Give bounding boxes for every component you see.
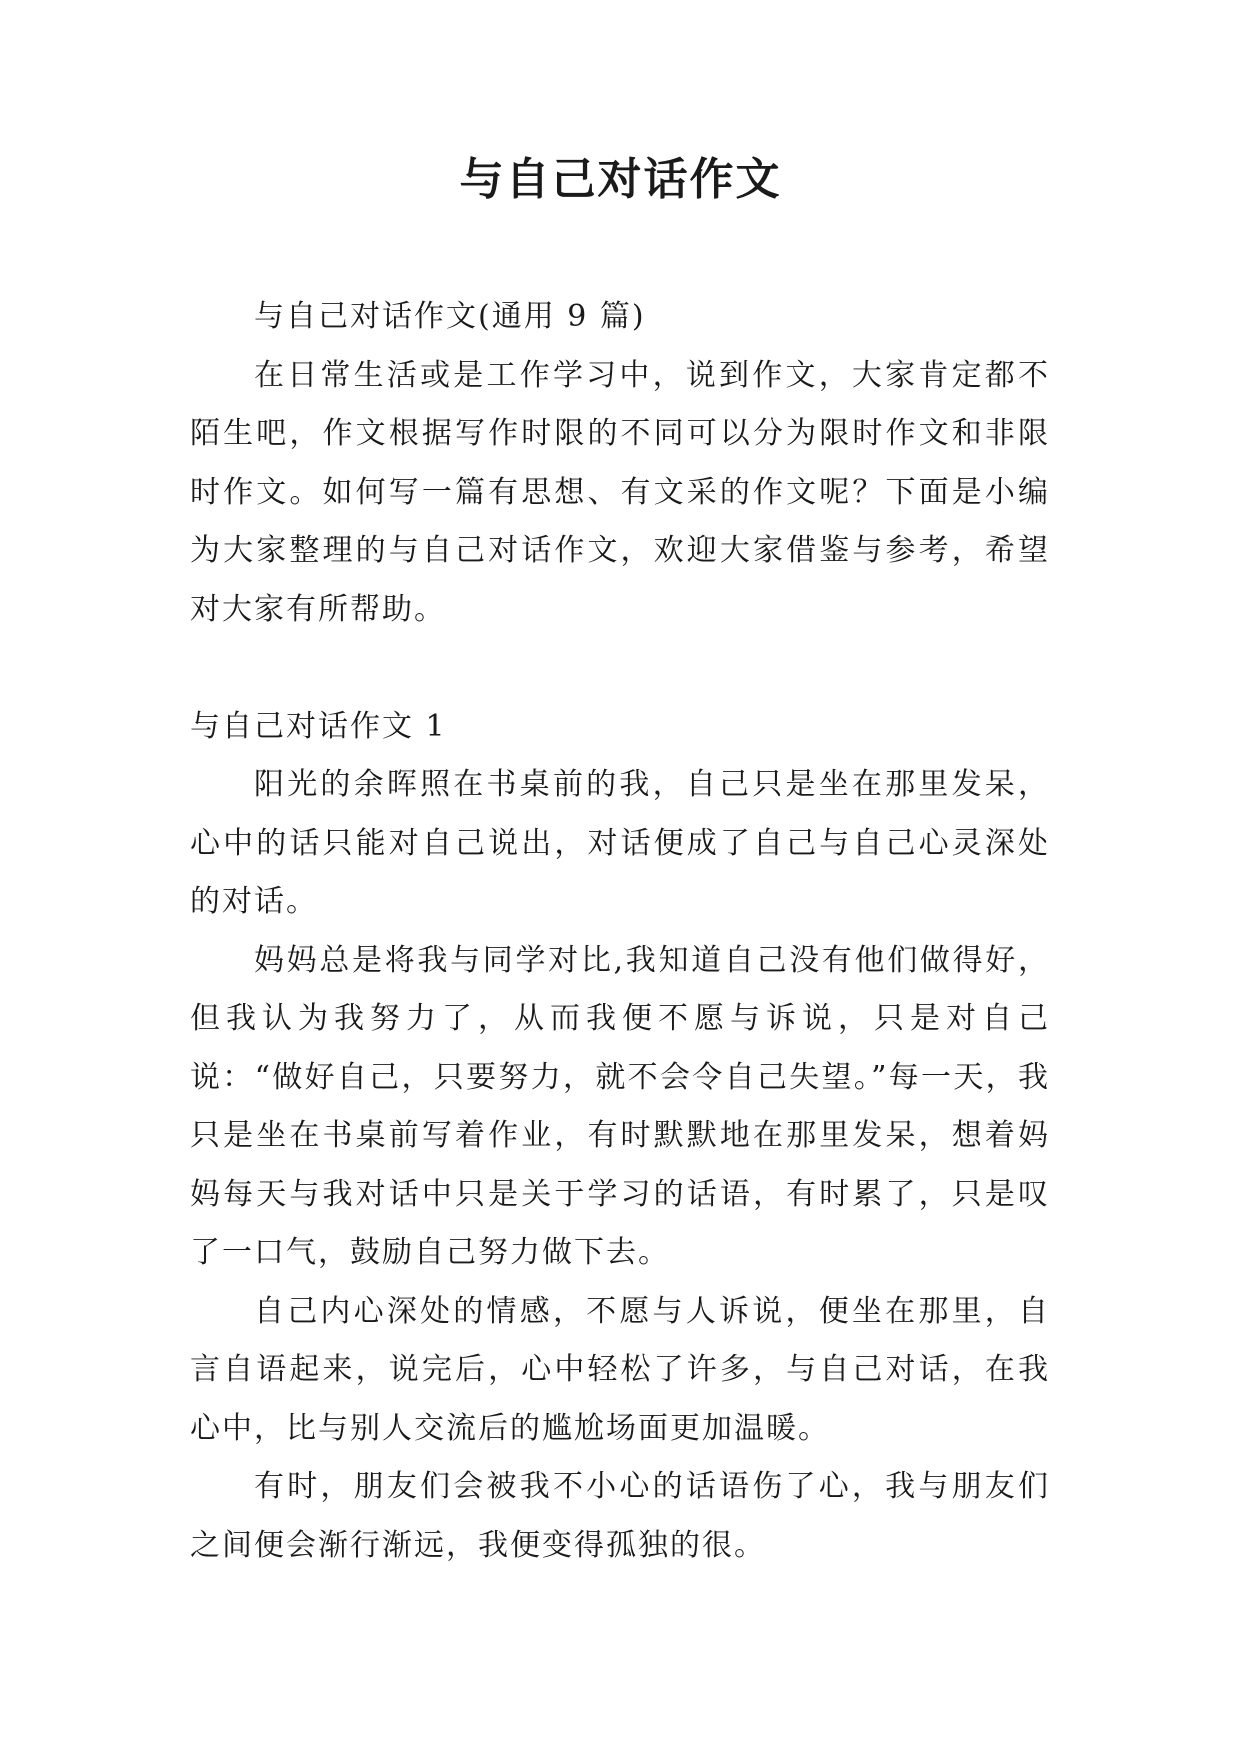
body-paragraph: 妈妈总是将我与同学对比,我知道自己没有他们做得好，但我认为我努力了，从而我便不愿与诉说，只是对自己说：“做好自己，只要努力，就不会令自己失望。”每一天，我只是坐在书桌前写着作业，有时默默地在那里发呆，想着妈妈每天与我对话中只是关于学习的话语，有时累了，只是叹了一口气，鼓励自己努力做下去。 xyxy=(190,942,1050,1270)
body-paragraph: 自己内心深处的情感，不愿与人诉说，便坐在那里，自言自语起来，说完后，心中轻松了许多，与自己对话，在我心中，比与别人交流后的尴尬场面更加温暖。 xyxy=(190,1293,1050,1446)
document-title: 与自己对话作文 xyxy=(459,154,782,205)
section-heading: 与自己对话作文 1 xyxy=(190,708,447,744)
intro-paragraph: 在日常生活或是工作学习中，说到作文，大家肯定都不陌生吧，作文根据写作时限的不同可以分为限时作文和非限时作文。如何写一篇有思想、有文采的作文呢？下面是小编为大家整理的与自己对话作文，欢迎大家借鉴与参考，希望对大家有所帮助。 xyxy=(190,357,1050,627)
body-paragraph: 阳光的余晖照在书桌前的我，自己只是坐在那里发呆，心中的话只能对自己说出，对话便成了自己与自己心灵深处的对话。 xyxy=(190,767,1050,919)
document-body xyxy=(190,288,1050,1575)
document-subtitle: 与自己对话作文(通用 9 篇) xyxy=(254,299,646,334)
section-spacer xyxy=(190,639,1050,698)
body-paragraph: 有时，朋友们会被我不小心的话语伤了心，我与朋友们之间便会渐行渐远，我便变得孤独的很。 xyxy=(190,1469,1050,1563)
